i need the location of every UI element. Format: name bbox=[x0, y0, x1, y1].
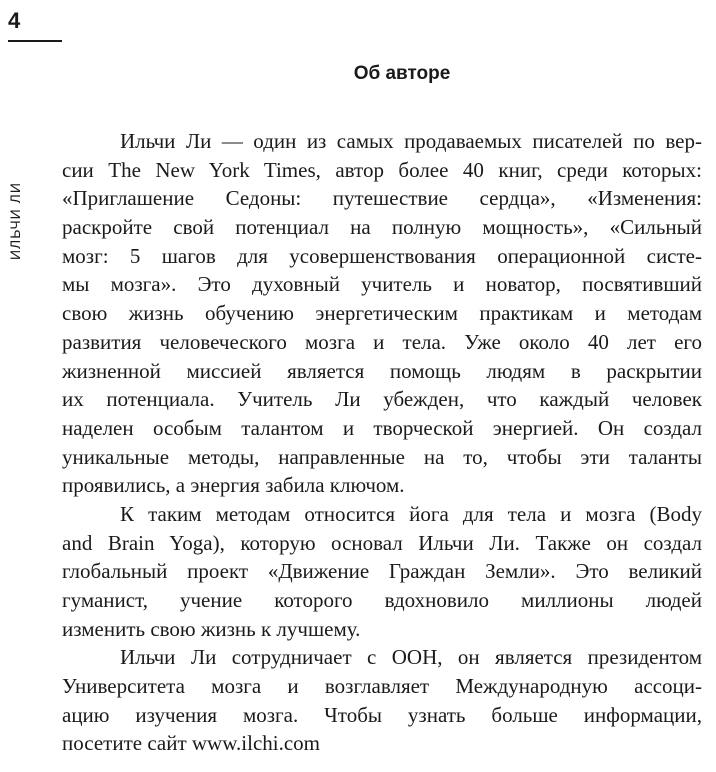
text-line: свою жизнь обучению энергетическим практикам и методам bbox=[62, 301, 702, 326]
text-line: наделен особым талантом и творческой энергией. Он создал bbox=[62, 415, 702, 440]
text-line: изменить свою жизнь к лучшему. bbox=[62, 616, 361, 641]
text-line: уникальные методы, направленные на то, чтобы эти таланты bbox=[62, 444, 702, 469]
text-line: посетите сайт www.ilchi.com bbox=[62, 731, 320, 756]
paragraph-3 bbox=[62, 643, 702, 758]
header-rule bbox=[8, 40, 62, 42]
text-line: глобальный проект «Движение Граждан Земли». Это великий bbox=[62, 559, 702, 584]
text-line: жизненной миссией является помощь людям в раскрытии bbox=[62, 358, 702, 383]
text-line: мы мозга». Это духовный учитель и новатор, посвятивший bbox=[62, 272, 702, 297]
running-head: ИЛЬЧИ ЛИ bbox=[7, 182, 23, 260]
text-line: развития человеческого мозга и тела. Уже около 40 лет его bbox=[62, 329, 702, 354]
text-line: Ильчи Ли сотрудничает с ООН, он является президентом bbox=[120, 645, 702, 670]
text-line: ацию изучения мозга. Чтобы узнать больше информации, bbox=[62, 702, 702, 727]
text-line: «Приглашение Седоны: путешествие сердца», «Изменения: bbox=[62, 186, 702, 211]
text-line: Университета мозга и возглавляет Международную ассоци- bbox=[62, 674, 702, 699]
paragraph-2 bbox=[62, 500, 702, 643]
article-title: Об авторе bbox=[353, 63, 451, 84]
text-line: К таким методам относится йога для тела и мозга (Body bbox=[120, 501, 702, 526]
text-line: Ильчи Ли — один из самых продаваемых писателей по вер- bbox=[120, 129, 702, 153]
text-line: проявились, а энергия забила ключом. bbox=[62, 473, 405, 498]
text-line: их потенциала. Учитель Ли убежден, что каждый человек bbox=[62, 387, 702, 412]
paragraph-1 bbox=[62, 127, 702, 500]
article-body bbox=[62, 127, 702, 758]
page-number: 4 bbox=[8, 8, 21, 33]
text-line: сии The New York Times, автор более 40 книг, среди которых: bbox=[62, 157, 702, 182]
text-line: раскройте свой потенциал на полную мощность», «Сильный bbox=[62, 215, 702, 240]
article bbox=[62, 62, 702, 758]
text-line: and Brain Yoga), которую основал Ильчи Ли. Также он создал bbox=[62, 530, 702, 555]
text-line: мозг: 5 шагов для усовершенствования операционной систе- bbox=[62, 243, 702, 268]
text-line: гуманист, учение которого вдохновило миллионы людей bbox=[62, 588, 702, 612]
